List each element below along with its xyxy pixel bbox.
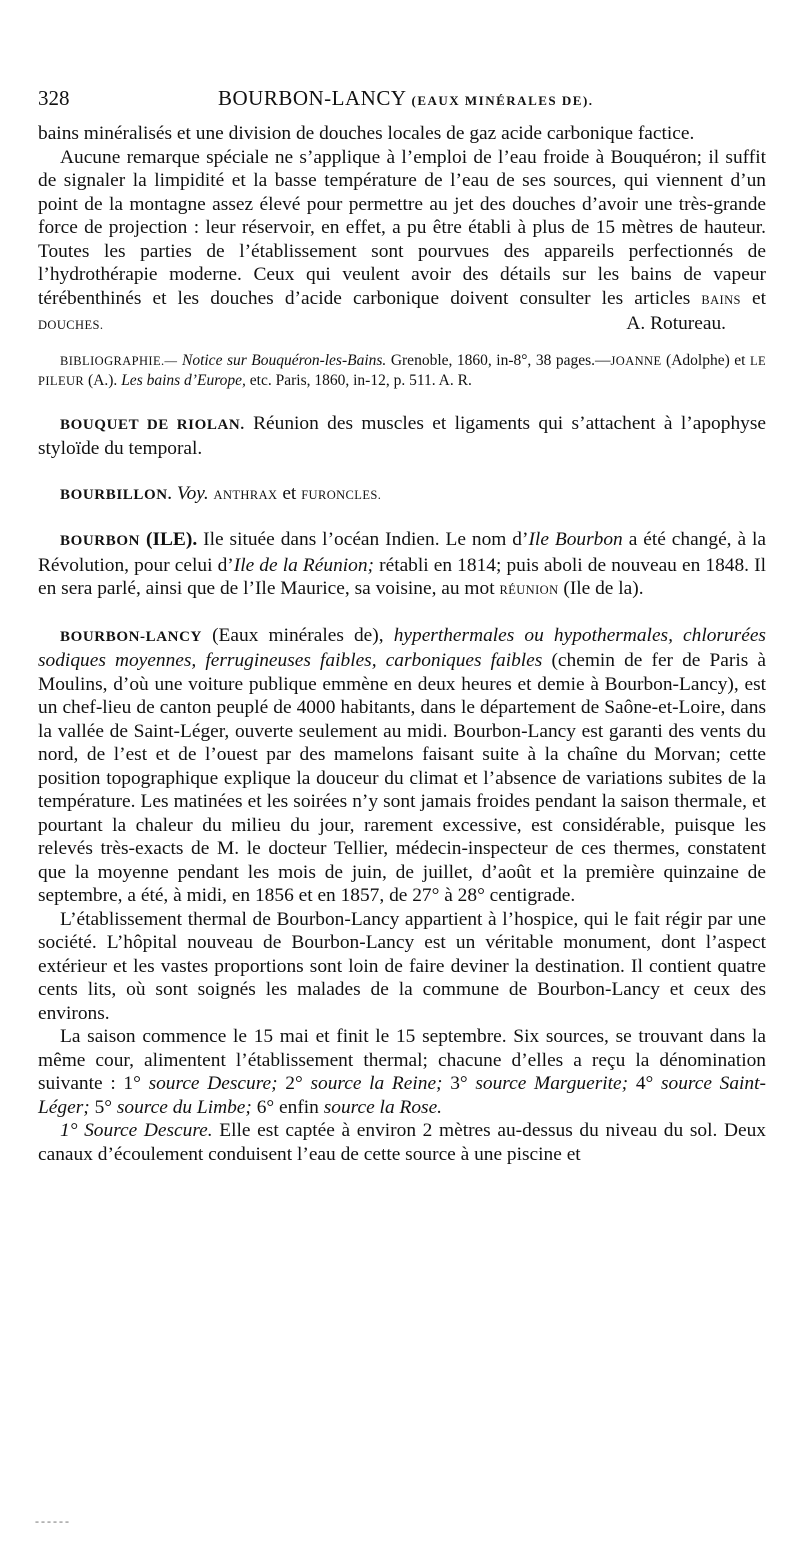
bibliography-pub-2: etc. Paris, 1860, in-12, p. 511. — [249, 371, 436, 389]
voy-label: Voy. — [176, 482, 209, 504]
running-header — [38, 86, 768, 112]
running-title-sub: (EAUX MINÉRALES DE). — [411, 93, 594, 108]
bibliography-author-3-initial: (A.). — [88, 371, 118, 389]
entry-headword: BOURBILLON. — [60, 486, 173, 503]
bibliography-label: BIBLIOGRAPHIE.— — [60, 353, 178, 368]
source-2-num: 2° — [285, 1073, 303, 1094]
source-3: source Marguerite; — [475, 1073, 629, 1094]
source-1: source Descure; — [148, 1073, 278, 1094]
paragraph-bouqueron-text: Aucune remarque spéciale ne s’applique à l’emploi de l’eau froide à Bouquéron; il suffit de signaler la limpidité et la basse température de l’eau de ses sources, qui viennent d’un point de la montagne assez élevé pour permettre au jet des douches d’avoir une très-grande force de projection : leur réservoir, en effet, a pu être établi à plus de 15 mètres de hauteur. Toutes les parties de l’établissement sont pourvues des appareils perfectionnés de l’hydrothérapie moderne. Ceux qui veulent avoir des détails sur les bains de vapeur térébenthinés et les douches d’acide carbonique doivent consulter les articles — [38, 146, 766, 309]
entry-bouquet-de-riolan — [38, 412, 766, 461]
entry-italic-1: Ile Bourbon — [528, 529, 623, 550]
entry-qualifier: (ILE). — [146, 529, 198, 550]
entry-text: (chemin de fer de Paris à Moulins, d’où une voiture publique emmène en deux heures et demie à Bourbon-Lancy), est un chef-lieu de canton peuplé de 4000 habitants, dans le département de Saône-et-Loire, dans la vallée de Saint-Léger, ouverte seulement au midi. Bourbon-Lancy est garanti des vents du nord, de l’est et de l’ouest par des mamelons faisant suite à la chaîne du Morvan; cette position topographique explique la douceur du climat et l’absence de variations subites de la température. Les matinées et les soirées n’y sont jamais froides pendant la saison thermale, et pourtant la chaleur du milieu du jour, rarement excessive, est considérable, puisque les relevés très-exacts de M. le docteur Tellier, médecin-inspecteur de ces thermes, constatent que la moyenne pendant les mois de juin, de juillet, d’août et la première quinzaine de septembre, a été, à midi, en 1856 et en 1857, de 27° à 28° centigrade. — [38, 650, 766, 906]
entry-bourbillon — [38, 482, 766, 508]
entry-headword: BOURBON-LANCY — [60, 628, 202, 645]
entry-headword: BOUQUET DE RIOLAN. — [60, 416, 245, 433]
source-6-num: 6° enfin — [256, 1096, 319, 1118]
bibliography-title-1: Notice sur Bouquéron-les-Bains. — [181, 351, 387, 369]
bibliography-sign: A. R. — [438, 371, 472, 389]
paragraph-bouqueron — [38, 146, 766, 338]
saison-text: La saison commence le 15 mai et finit le 15 septembre. Six sources, se trouvant dans la même cour, alimentent l’établissement thermal; chacune d’elles a reçu la dénomination suivante : 1° — [38, 1026, 766, 1094]
entry-bourbon-lancy — [38, 624, 766, 908]
xref-furoncles: FURONCLES. — [301, 487, 382, 502]
entry-qualifier: (Eaux minérales de), — [212, 624, 384, 646]
entry-bourbon — [38, 528, 766, 603]
entry-italic: hyperthermales ou hypothermales, chlorurées sodiques moyennes, ferrugineuses faibles, carboniques faibles — [38, 624, 766, 671]
bibliography-author-3: LE PILEUR — [38, 353, 767, 388]
bibliography-pub-1: Grenoble, 1860, in-8°, 38 pages.— — [390, 351, 611, 369]
bibliography — [38, 351, 766, 391]
bibliography-title-2: Les bains d’Europe, — [121, 371, 246, 389]
xref-bains: BAINS — [701, 292, 741, 307]
continued-paragraph: bains minéralisés et une division de douches locales de gaz acide carbonique factice. — [38, 123, 695, 144]
page-number: 328 — [38, 86, 70, 110]
footer-mark: ------ — [35, 1514, 71, 1528]
running-title — [218, 86, 594, 111]
entry-text-1: Ile située dans l’océan Indien. Le nom d’ — [203, 529, 529, 550]
source-4: source Saint-Léger; — [38, 1073, 766, 1118]
source-3-num: 3° — [450, 1073, 468, 1094]
paragraph-source-descure — [38, 1119, 766, 1166]
entry-italic-2: Ile de la Réunion; — [233, 554, 374, 576]
running-title-main: BOURBON-LANCY — [218, 86, 406, 110]
author-signature-text: A. Rotureau. — [626, 313, 726, 334]
word-et: et — [752, 287, 766, 309]
entry-headword: BOURBON — [60, 533, 141, 549]
paragraph-etablissement: L’établissement thermal de Bourbon-Lancy appartient à l’hospice, qui le fait régir par une société. L’hôpital nouveau de Bourbon-Lancy est un véritable monument, dont l’aspect extérieur et les vastes proportions sont loin de faire deviner la destination. Il contient quatre cents lits, où sont soignés les malades de la commune de Bourbon-Lancy et ceux des environs. — [38, 908, 766, 1024]
xref-anthrax: ANTHRAX — [213, 487, 278, 502]
source-2: source la Reine; — [310, 1073, 443, 1094]
entry-text: Réunion des muscles et ligaments qui s’attachent à l’apophyse styloïde du temporal. — [38, 412, 766, 459]
entry-text-4: (Ile de la). — [563, 578, 644, 599]
xref-reunion: RÉUNION — [499, 583, 559, 597]
source-5: source du Limbe; — [116, 1096, 252, 1118]
entry-text-2: a été changé, à la Révolution, pour celui d’ — [38, 529, 767, 576]
source-5-num: 5° — [94, 1096, 113, 1118]
entry-text-3: rétabli en 1814; puis aboli de nouveau en 1848. Il en sera parlé, ainsi que de l’Ile Maurice, sa voisine, au mot — [38, 554, 766, 599]
word-et: et — [282, 482, 297, 504]
source-6: source la Rose. — [323, 1096, 443, 1118]
xref-douches: DOUCHES. — [38, 318, 104, 332]
source-descure-label: 1° Source Descure. — [60, 1120, 213, 1141]
body-text — [38, 122, 766, 1166]
bibliography-author-2: JOANNE — [610, 353, 662, 368]
paragraph-saison — [38, 1025, 766, 1119]
source-4-num: 4° — [635, 1073, 654, 1094]
bibliography-mid: (Adolphe) et — [666, 351, 746, 369]
source-descure-text: Elle est captée à environ 2 mètres au-dessus du niveau du sol. Deux canaux d’écoulement conduisent l’eau de cette source à une piscine et — [38, 1120, 766, 1165]
author-signature — [604, 312, 726, 336]
